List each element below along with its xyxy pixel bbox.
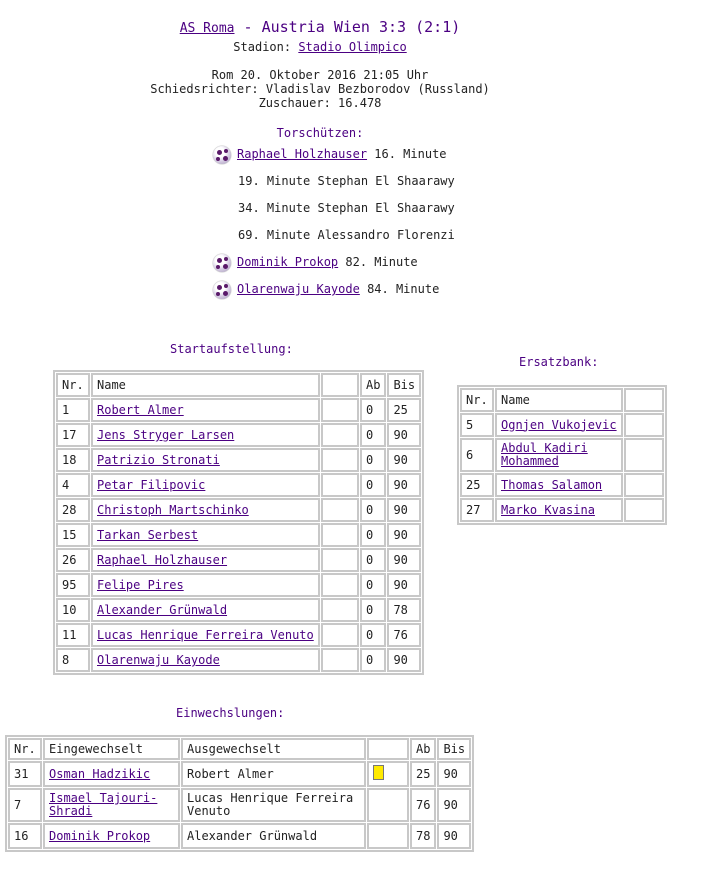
bench-blank bbox=[624, 498, 664, 522]
scorer-row bbox=[238, 225, 455, 245]
lineup-player[interactable] bbox=[91, 548, 320, 572]
subs-header-out: Ausgewechselt bbox=[181, 738, 366, 760]
lineup-nr-text: 8 bbox=[62, 653, 70, 667]
lineup-nr-text: 18 bbox=[62, 453, 77, 467]
lineup-bis bbox=[387, 548, 421, 572]
lineup-blank bbox=[321, 523, 359, 547]
lineup-nr bbox=[56, 573, 90, 597]
lineup-row bbox=[56, 598, 421, 622]
lineup-row bbox=[56, 523, 421, 547]
bench-player-link[interactable]: Abdul Kadiri Mohammed bbox=[501, 441, 588, 468]
bench-player-link[interactable]: Ognjen Vukojevic bbox=[501, 417, 617, 432]
lineup-header-blank bbox=[321, 373, 359, 397]
lineup-ab bbox=[360, 448, 386, 472]
lineup-header-nr: Nr. bbox=[56, 373, 90, 397]
lineup-bis bbox=[387, 573, 421, 597]
lineup-bis-text: 90 bbox=[393, 428, 408, 442]
subs-in-player-link[interactable]: Ismael Tajouri-Shradi bbox=[49, 791, 158, 818]
bench-nr-text: 27 bbox=[466, 503, 481, 517]
bench-player[interactable] bbox=[495, 473, 623, 497]
lineup-header-ab: Ab bbox=[360, 373, 386, 397]
lineup-player-link[interactable]: Petar Filipovic bbox=[97, 478, 206, 492]
lineup-ab-text: 0 bbox=[366, 528, 374, 542]
lineup-nr bbox=[56, 623, 90, 647]
lineup-player-link[interactable]: Alexander Grünwald bbox=[97, 603, 228, 617]
lineup-nr-text: 95 bbox=[62, 578, 77, 592]
lineup-player-link[interactable]: Jens Stryger Larsen bbox=[97, 428, 235, 442]
bench-nr bbox=[460, 473, 494, 497]
bench-header-blank bbox=[624, 388, 664, 412]
lineup-player-link[interactable]: Lucas Henrique Ferreira Venuto bbox=[97, 628, 314, 642]
match-attendance: Zuschauer: 16.478 bbox=[258, 96, 382, 110]
subs-nr-text: 16 bbox=[14, 829, 29, 843]
subs-ab-text: 25 bbox=[416, 767, 431, 781]
lineup-bis bbox=[387, 448, 421, 472]
subs-nr-text: 7 bbox=[14, 798, 22, 812]
bench-row bbox=[460, 413, 664, 437]
scorer-player-link[interactable]: Dominik Prokop bbox=[237, 255, 339, 269]
subs-bis-text: 90 bbox=[443, 798, 458, 812]
lineup-ab-text: 0 bbox=[366, 603, 374, 617]
away-and-score: Austria Wien 3:3 (2:1) bbox=[261, 18, 461, 36]
lineup-nr-text: 15 bbox=[62, 528, 77, 542]
lineup-row bbox=[56, 423, 421, 447]
bench-blank bbox=[624, 473, 664, 497]
lineup-bis-text: 90 bbox=[393, 453, 408, 467]
scorer-text: 82. Minute bbox=[345, 255, 418, 269]
lineup-row bbox=[56, 648, 421, 672]
subs-header-in: Eingewechselt bbox=[43, 738, 180, 760]
scorer-row bbox=[238, 171, 455, 191]
bench-row bbox=[460, 438, 664, 472]
subs-table bbox=[5, 735, 474, 852]
lineup-table bbox=[53, 370, 424, 675]
lineup-player[interactable] bbox=[91, 473, 320, 497]
subs-row bbox=[8, 761, 471, 787]
lineup-nr-text: 28 bbox=[62, 503, 77, 517]
subs-ab bbox=[410, 788, 436, 822]
lineup-bis bbox=[387, 473, 421, 497]
subs-card bbox=[367, 823, 409, 849]
lineup-bis-text: 25 bbox=[393, 403, 408, 417]
lineup-nr bbox=[56, 598, 90, 622]
subs-nr bbox=[8, 823, 42, 849]
title-separator: - bbox=[234, 18, 262, 36]
bench-title: Ersatzbank: bbox=[519, 355, 599, 369]
lineup-nr bbox=[56, 548, 90, 572]
subs-out-player bbox=[181, 823, 366, 849]
subs-in-player[interactable] bbox=[43, 788, 180, 822]
subs-header-nr: Nr. bbox=[8, 738, 42, 760]
bench-header-nr: Nr. bbox=[460, 388, 494, 412]
lineup-ab bbox=[360, 548, 386, 572]
bench-header-name: Name bbox=[495, 388, 623, 412]
home-team-link[interactable]: AS Roma bbox=[179, 21, 235, 36]
subs-ab bbox=[410, 823, 436, 849]
lineup-player-link[interactable]: Christoph Martschinko bbox=[97, 503, 249, 517]
scorer-text: 19. Minute Stephan El Shaarawy bbox=[238, 174, 455, 188]
lineup-ab bbox=[360, 398, 386, 422]
lineup-nr bbox=[56, 398, 90, 422]
lineup-row bbox=[56, 623, 421, 647]
bench-nr bbox=[460, 498, 494, 522]
lineup-ab-text: 0 bbox=[366, 628, 374, 642]
subs-out-player-text: Robert Almer bbox=[187, 766, 274, 781]
lineup-nr-text: 4 bbox=[62, 478, 70, 492]
yellow-card-icon bbox=[373, 765, 384, 780]
lineup-row bbox=[56, 398, 421, 422]
subs-card bbox=[367, 761, 409, 787]
scorer-text: 34. Minute Stephan El Shaarawy bbox=[238, 201, 455, 215]
lineup-ab bbox=[360, 648, 386, 672]
subs-ab bbox=[410, 761, 436, 787]
scorer-text: 16. Minute bbox=[374, 147, 447, 161]
lineup-ab-text: 0 bbox=[366, 428, 374, 442]
lineup-blank bbox=[321, 648, 359, 672]
lineup-bis bbox=[387, 598, 421, 622]
lineup-bis-text: 78 bbox=[393, 603, 408, 617]
bench-player-link[interactable]: Thomas Salamon bbox=[501, 477, 603, 492]
lineup-player-link[interactable]: Robert Almer bbox=[97, 403, 184, 417]
bench-nr-text: 6 bbox=[466, 448, 474, 462]
lineup-nr-text: 10 bbox=[62, 603, 77, 617]
lineup-ab bbox=[360, 473, 386, 497]
scorer-player-link[interactable]: Raphael Holzhauser bbox=[237, 147, 368, 161]
lineup-nr bbox=[56, 423, 90, 447]
lineup-row bbox=[56, 473, 421, 497]
lineup-blank bbox=[321, 498, 359, 522]
lineup-ab-text: 0 bbox=[366, 453, 374, 467]
subs-bis bbox=[437, 761, 471, 787]
subs-ab-text: 78 bbox=[416, 829, 431, 843]
lineup-bis bbox=[387, 498, 421, 522]
lineup-player[interactable] bbox=[91, 423, 320, 447]
lineup-ab-text: 0 bbox=[366, 403, 374, 417]
lineup-bis bbox=[387, 648, 421, 672]
scorer-player-link[interactable]: Olarenwaju Kayode bbox=[237, 282, 360, 296]
subs-nr bbox=[8, 761, 42, 787]
lineup-ab bbox=[360, 573, 386, 597]
lineup-blank bbox=[321, 423, 359, 447]
soccer-ball-icon bbox=[213, 146, 231, 164]
lineup-player[interactable] bbox=[91, 598, 320, 622]
lineup-player[interactable] bbox=[91, 498, 320, 522]
subs-nr-text: 31 bbox=[14, 767, 29, 781]
lineup-player[interactable] bbox=[91, 648, 320, 672]
subs-out-player-text: Alexander Grünwald bbox=[187, 828, 318, 843]
lineup-ab-text: 0 bbox=[366, 478, 374, 492]
lineup-row bbox=[56, 498, 421, 522]
subs-in-player[interactable] bbox=[43, 823, 180, 849]
subs-bis-text: 90 bbox=[443, 767, 458, 781]
lineup-player-link[interactable]: Tarkan Serbest bbox=[97, 528, 199, 542]
subs-bis bbox=[437, 788, 471, 822]
lineup-row bbox=[56, 448, 421, 472]
subs-out-player bbox=[181, 761, 366, 787]
scorer-row bbox=[213, 252, 418, 272]
scorer-text: 84. Minute bbox=[367, 282, 440, 296]
lineup-player[interactable] bbox=[91, 573, 320, 597]
lineup-blank bbox=[321, 548, 359, 572]
lineup-blank bbox=[321, 623, 359, 647]
stadium-line bbox=[0, 40, 640, 54]
lineup-nr bbox=[56, 473, 90, 497]
lineup-bis bbox=[387, 623, 421, 647]
soccer-ball-icon bbox=[213, 254, 231, 272]
bench-nr bbox=[460, 438, 494, 472]
match-referee: Schiedsrichter: Vladislav Bezborodov (Russland) bbox=[150, 82, 490, 96]
scorer-row bbox=[213, 279, 439, 299]
lineup-ab-text: 0 bbox=[366, 653, 374, 667]
bench-player-link[interactable]: Marko Kvasina bbox=[501, 502, 595, 517]
lineup-nr bbox=[56, 648, 90, 672]
lineup-bis-text: 90 bbox=[393, 528, 408, 542]
lineup-blank bbox=[321, 398, 359, 422]
lineup-nr-text: 1 bbox=[62, 403, 70, 417]
scorer-row bbox=[238, 198, 455, 218]
subs-bis-text: 90 bbox=[443, 829, 458, 843]
subs-out-player bbox=[181, 788, 366, 822]
bench-nr-text: 25 bbox=[466, 478, 481, 492]
subs-header-ab: Ab bbox=[410, 738, 436, 760]
lineup-bis-text: 90 bbox=[393, 478, 408, 492]
lineup-nr bbox=[56, 498, 90, 522]
subs-title: Einwechslungen: bbox=[176, 706, 285, 720]
bench-blank bbox=[624, 438, 664, 472]
soccer-ball-icon bbox=[213, 281, 231, 299]
bench-nr-text: 5 bbox=[466, 418, 474, 432]
scorer-row bbox=[213, 144, 447, 164]
lineup-ab-text: 0 bbox=[366, 553, 374, 567]
lineup-nr bbox=[56, 523, 90, 547]
subs-ab-text: 76 bbox=[416, 798, 431, 812]
bench-player[interactable] bbox=[495, 438, 623, 472]
lineup-blank bbox=[321, 598, 359, 622]
lineup-nr-text: 17 bbox=[62, 428, 77, 442]
subs-row bbox=[8, 788, 471, 822]
subs-in-player-link[interactable]: Dominik Prokop bbox=[49, 828, 151, 843]
lineup-bis-text: 90 bbox=[393, 503, 408, 517]
lineup-player[interactable] bbox=[91, 448, 320, 472]
lineup-ab bbox=[360, 423, 386, 447]
lineup-player-link[interactable]: Felipe Pires bbox=[97, 578, 184, 592]
bench-table bbox=[457, 385, 667, 525]
bench-row bbox=[460, 498, 664, 522]
stadium-link[interactable]: Stadio Olimpico bbox=[298, 40, 407, 54]
subs-card bbox=[367, 788, 409, 822]
lineup-nr-text: 11 bbox=[62, 628, 77, 642]
bench-row bbox=[460, 473, 664, 497]
lineup-player[interactable] bbox=[91, 523, 320, 547]
lineup-ab bbox=[360, 598, 386, 622]
lineup-row bbox=[56, 573, 421, 597]
stadium-label: Stadion: bbox=[233, 40, 292, 54]
lineup-ab-text: 0 bbox=[366, 578, 374, 592]
scorers-title: Torschützen: bbox=[276, 126, 364, 140]
lineup-bis bbox=[387, 398, 421, 422]
lineup-header-bis: Bis bbox=[387, 373, 421, 397]
bench-blank bbox=[624, 413, 664, 437]
lineup-ab bbox=[360, 623, 386, 647]
lineup-title: Startaufstellung: bbox=[170, 342, 293, 356]
match-datetime: Rom 20. Oktober 2016 21:05 Uhr bbox=[211, 68, 429, 82]
lineup-row bbox=[56, 548, 421, 572]
lineup-bis-text: 90 bbox=[393, 553, 408, 567]
lineup-bis bbox=[387, 523, 421, 547]
lineup-bis-text: 76 bbox=[393, 628, 408, 642]
lineup-player-link[interactable]: Olarenwaju Kayode bbox=[97, 653, 220, 667]
lineup-header-name: Name bbox=[91, 373, 320, 397]
subs-header-card bbox=[367, 738, 409, 760]
match-title bbox=[0, 18, 640, 36]
subs-row bbox=[8, 823, 471, 849]
subs-nr bbox=[8, 788, 42, 822]
lineup-blank bbox=[321, 573, 359, 597]
lineup-blank bbox=[321, 473, 359, 497]
subs-bis bbox=[437, 823, 471, 849]
lineup-nr-text: 26 bbox=[62, 553, 77, 567]
subs-in-player-link[interactable]: Osman Hadzikic bbox=[49, 766, 151, 781]
lineup-player-link[interactable]: Patrizio Stronati bbox=[97, 453, 220, 467]
lineup-blank bbox=[321, 448, 359, 472]
lineup-nr bbox=[56, 448, 90, 472]
lineup-ab bbox=[360, 523, 386, 547]
lineup-player[interactable] bbox=[91, 398, 320, 422]
lineup-player[interactable] bbox=[91, 623, 320, 647]
subs-header-bis: Bis bbox=[437, 738, 471, 760]
bench-player[interactable] bbox=[495, 498, 623, 522]
subs-out-player-text: Lucas Henrique Ferreira Venuto bbox=[187, 791, 354, 818]
lineup-bis bbox=[387, 423, 421, 447]
lineup-bis-text: 90 bbox=[393, 578, 408, 592]
subs-in-player[interactable] bbox=[43, 761, 180, 787]
bench-nr bbox=[460, 413, 494, 437]
bench-player[interactable] bbox=[495, 413, 623, 437]
scorer-text: 69. Minute Alessandro Florenzi bbox=[238, 228, 455, 242]
lineup-player-link[interactable]: Raphael Holzhauser bbox=[97, 553, 228, 567]
lineup-bis-text: 90 bbox=[393, 653, 408, 667]
lineup-ab-text: 0 bbox=[366, 503, 374, 517]
lineup-ab bbox=[360, 498, 386, 522]
